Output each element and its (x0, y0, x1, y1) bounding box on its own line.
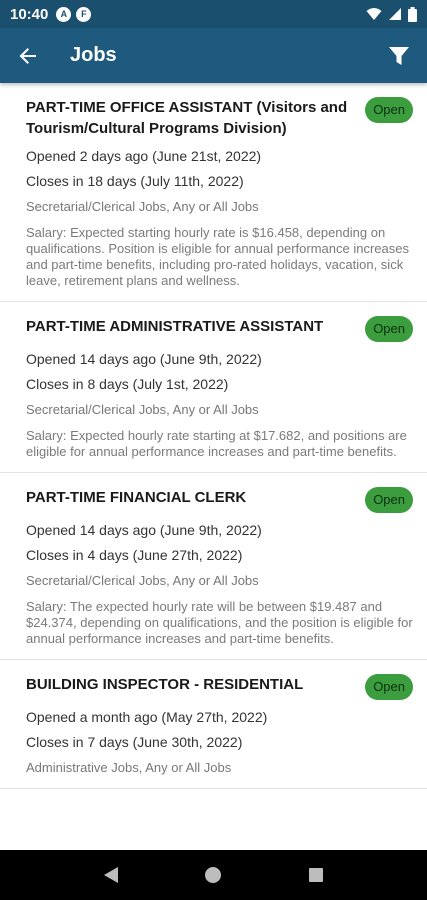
job-category: Administrative Jobs, Any or All Jobs (26, 760, 232, 775)
job-list (0, 83, 427, 850)
job-category: Secretarial/Clerical Jobs, Any or All Jobs (26, 199, 259, 214)
job-title: PART-TIME OFFICE ASSISTANT (Visitors and Tourism/Cultural Programs Division) (26, 99, 348, 137)
back-button[interactable] (0, 28, 56, 83)
home-circle-icon (204, 866, 222, 884)
job-closing-date: Closes in 8 days (July 1st, 2022) (26, 376, 229, 392)
wifi-icon (366, 7, 382, 21)
job-salary: Salary: The expected hourly rate will be between $19.487 and $24.374, depending on qualifications, and the position is eligible for annual performance increases and part-time benefits. (26, 599, 413, 646)
back-triangle-icon (103, 866, 119, 884)
status-time: 10:40 (10, 5, 49, 23)
job-title-row (26, 97, 413, 139)
app-bar (0, 28, 427, 83)
job-category: Secretarial/Clerical Jobs, Any or All Jobs (26, 573, 259, 588)
job-closing-date: Closes in 18 days (July 11th, 2022) (26, 173, 244, 189)
job-card[interactable] (0, 83, 427, 302)
job-closing-date: Closes in 4 days (June 27th, 2022) (26, 547, 243, 563)
job-opened-date: Opened 2 days ago (June 21st, 2022) (26, 148, 262, 164)
job-card[interactable] (0, 473, 427, 660)
job-title-row (26, 316, 413, 342)
status-bar (0, 0, 427, 28)
nav-back-button[interactable] (91, 855, 131, 895)
nav-recents-button[interactable] (296, 855, 336, 895)
system-nav-bar (0, 850, 427, 900)
job-category: Secretarial/Clerical Jobs, Any or All Jobs (26, 402, 259, 417)
job-title: BUILDING INSPECTOR - RESIDENTIAL (26, 676, 304, 693)
job-title-row (26, 487, 413, 513)
job-opened-date: Opened 14 days ago (June 9th, 2022) (26, 351, 262, 367)
recents-square-icon (308, 867, 324, 883)
status-badge: Open (365, 97, 413, 123)
nav-home-button[interactable] (193, 855, 233, 895)
job-title: PART-TIME ADMINISTRATIVE ASSISTANT (26, 318, 324, 335)
job-card[interactable] (0, 302, 427, 473)
job-title-row (26, 674, 413, 700)
job-title: PART-TIME FINANCIAL CLERK (26, 489, 247, 506)
arrow-back-icon (18, 46, 38, 66)
job-opened-date: Opened 14 days ago (June 9th, 2022) (26, 522, 262, 538)
page-title: Jobs (70, 44, 117, 66)
filter-icon (388, 45, 410, 67)
job-card[interactable] (0, 660, 427, 789)
status-badge: Open (365, 316, 413, 342)
status-badge: Open (365, 487, 413, 513)
notification-a-icon: A (56, 7, 71, 22)
status-badge: Open (365, 674, 413, 700)
signal-icon (388, 7, 402, 21)
notification-f-icon: F (76, 7, 91, 22)
job-salary: Salary: Expected starting hourly rate is $16.458, depending on qualifications. Position is eligible for annual performance increases and part-time benefits, including pro-rated holidays, vacation, sick leave, retirement plans and wellness. (26, 225, 409, 288)
job-closing-date: Closes in 7 days (June 30th, 2022) (26, 734, 243, 750)
status-icons (366, 7, 417, 22)
filter-button[interactable] (371, 28, 427, 83)
job-opened-date: Opened a month ago (May 27th, 2022) (26, 709, 268, 725)
job-salary: Salary: Expected hourly rate starting at $17.682, and positions are eligible for annual performance increases and part-time benefits. (26, 428, 407, 459)
battery-icon (408, 7, 417, 22)
